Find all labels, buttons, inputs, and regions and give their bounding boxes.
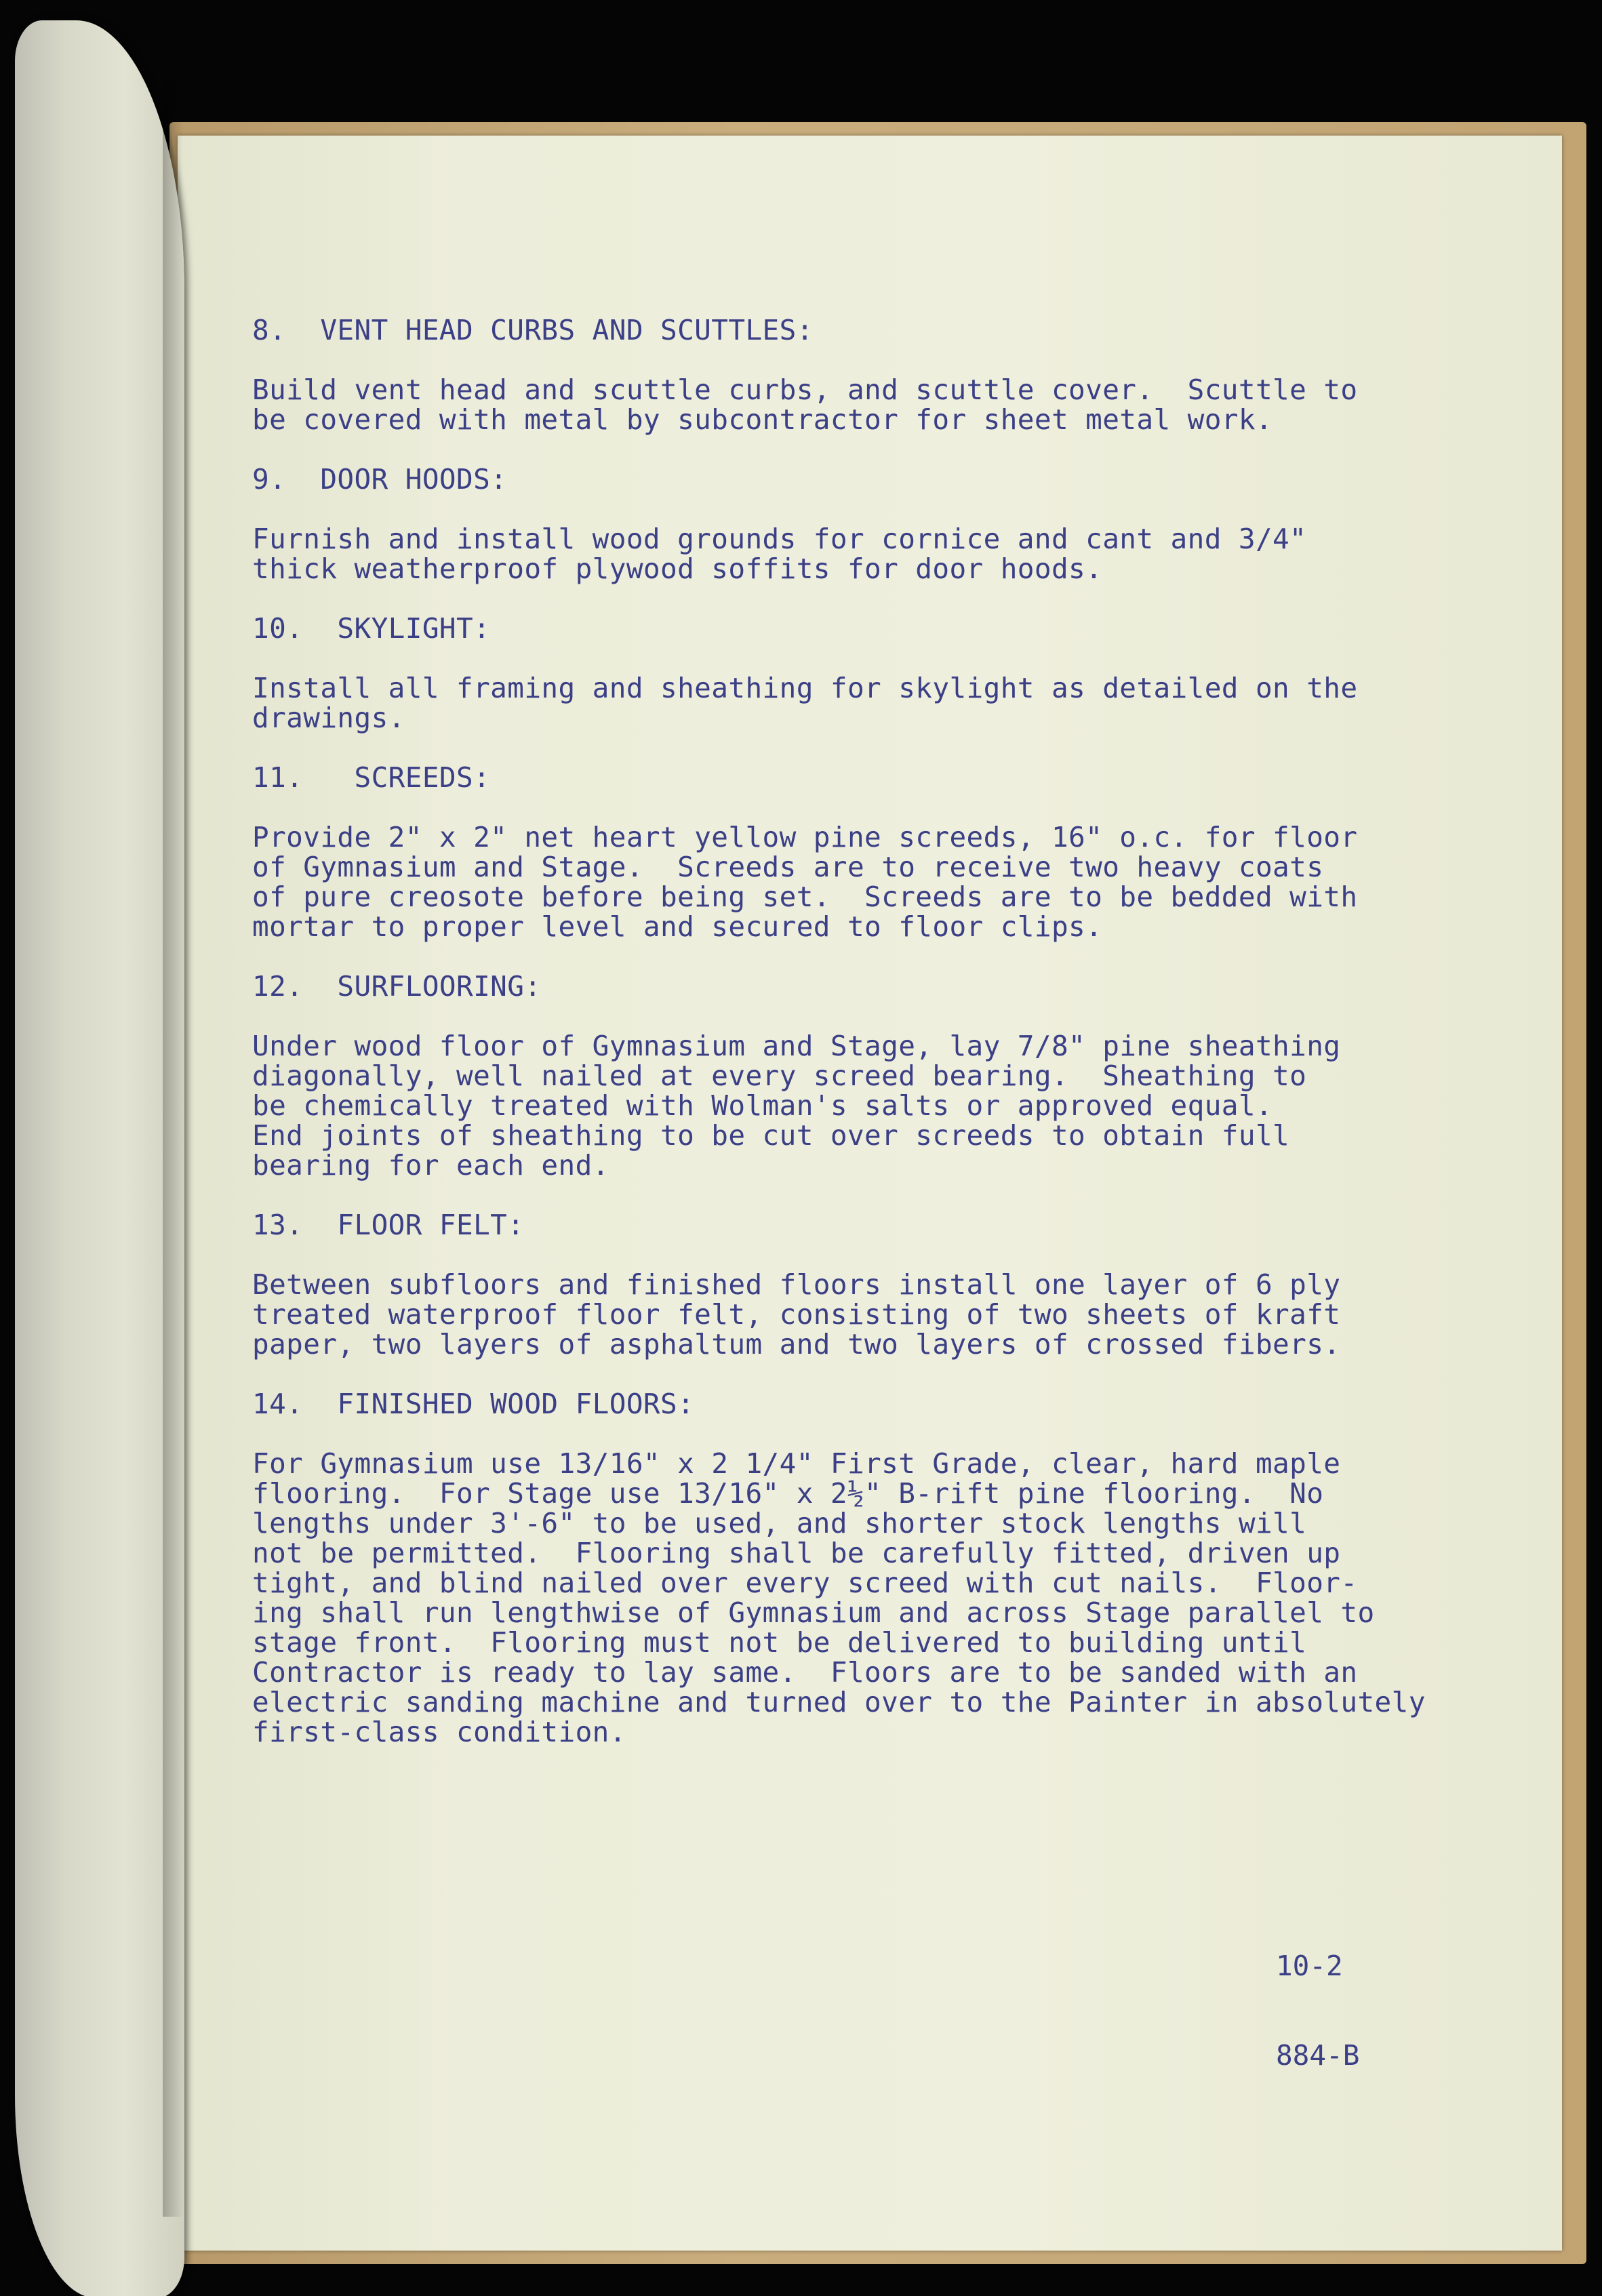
section-body <box>252 375 1527 435</box>
body-line: of pure creosote before being set. Screeds are to be bedded with <box>252 881 1358 913</box>
spec-section <box>252 464 1527 584</box>
body-line: ing shall run lengthwise of Gymnasium and across Stage parallel to <box>252 1596 1375 1629</box>
document-code: 884-B <box>1276 2039 1360 2072</box>
body-line: diagonally, well nailed at every screed bearing. Sheathing to <box>252 1060 1307 1092</box>
section-heading: 14. FINISHED WOOD FLOORS: <box>252 1388 695 1420</box>
body-line: be covered with metal by subcontractor for sheet metal work. <box>252 403 1273 436</box>
section-heading: 9. DOOR HOODS: <box>252 463 508 496</box>
body-line: Install all framing and sheathing for skylight as detailed on the <box>252 672 1358 704</box>
body-line: Furnish and install wood grounds for cornice and cant and 3/4" <box>252 523 1307 555</box>
body-line: stage front. Flooring must not be delivered to building until <box>252 1626 1307 1659</box>
body-line: not be permitted. Flooring shall be carefully fitted, driven up <box>252 1537 1341 1569</box>
section-heading: 13. FLOOR FELT: <box>252 1209 525 1241</box>
section-heading: 8. VENT HEAD CURBS AND SCUTTLES: <box>252 314 814 346</box>
typed-specification-text <box>252 315 1527 1777</box>
spec-section <box>252 971 1527 1180</box>
body-line: drawings. <box>252 702 405 734</box>
spec-section <box>252 613 1527 733</box>
section-body <box>252 524 1527 584</box>
section-body <box>252 1270 1527 1359</box>
binding-shadow <box>163 81 183 2217</box>
body-line: treated waterproof floor felt, consisting of two sheets of kraft <box>252 1298 1341 1331</box>
section-body <box>252 822 1527 942</box>
curled-binding-pages <box>15 20 184 2296</box>
body-line: flooring. For Stage use 13/16" x 2½" B-rift pine flooring. No <box>252 1477 1324 1510</box>
body-line: thick weatherproof plywood soffits for door hoods. <box>252 552 1103 585</box>
body-line: End joints of sheathing to be cut over screeds to obtain full <box>252 1119 1290 1152</box>
body-line: first-class condition. <box>252 1716 626 1748</box>
spec-section <box>252 1210 1527 1359</box>
spec-section <box>252 315 1527 435</box>
body-line: Contractor is ready to lay same. Floors are to be sanded with an <box>252 1656 1358 1689</box>
body-line: tight, and blind nailed over every screed with cut nails. Floor- <box>252 1567 1358 1599</box>
body-line: mortar to proper level and secured to floor clips. <box>252 910 1103 943</box>
section-heading: 10. SKYLIGHT: <box>252 612 491 645</box>
body-line: Build vent head and scuttle curbs, and scuttle cover. Scuttle to <box>252 374 1358 406</box>
body-line: be chemically treated with Wolman's salts or approved equal. <box>252 1089 1273 1122</box>
body-line: Between subfloors and finished floors install one layer of 6 ply <box>252 1268 1341 1301</box>
spec-section <box>252 763 1527 942</box>
body-line: For Gymnasium use 13/16" x 2 1/4" First Grade, clear, hard maple <box>252 1447 1341 1480</box>
body-line: Under wood floor of Gymnasium and Stage, lay 7/8" pine sheathing <box>252 1030 1341 1062</box>
body-line: paper, two layers of asphaltum and two layers of crossed fibers. <box>252 1328 1341 1361</box>
spec-section <box>252 1389 1527 1747</box>
section-body <box>252 1031 1527 1180</box>
section-heading: 11. SCREEDS: <box>252 761 491 794</box>
section-body <box>252 673 1527 733</box>
body-line: Provide 2" x 2" net heart yellow pine screeds, 16" o.c. for floor <box>252 821 1358 853</box>
body-line: electric sanding machine and turned over to the Painter in absolutely <box>252 1686 1426 1718</box>
page-footer <box>1276 1891 1359 2130</box>
page-number: 10-2 <box>1276 1950 1343 1982</box>
body-line: bearing for each end. <box>252 1149 609 1182</box>
section-body <box>252 1449 1527 1747</box>
body-line: lengths under 3'-6" to be used, and shorter stock lengths will <box>252 1507 1307 1539</box>
section-heading: 12. SURFLOORING: <box>252 970 542 1003</box>
body-line: of Gymnasium and Stage. Screeds are to receive two heavy coats <box>252 851 1324 883</box>
